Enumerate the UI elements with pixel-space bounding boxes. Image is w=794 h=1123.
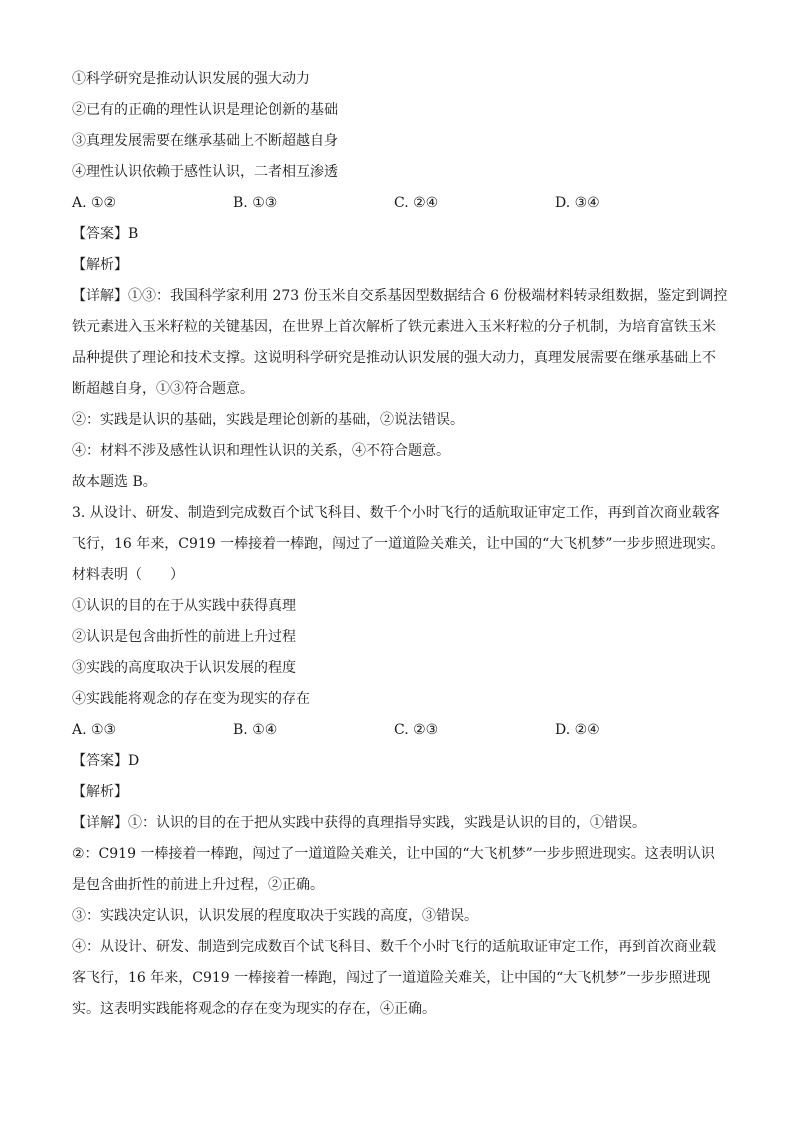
q3-statement-4: ④实践能将观念的存在变为现实的存在 [72, 691, 310, 707]
q2-options [72, 188, 732, 219]
q2-statement-2: ②已有的正确的理性认识是理论创新的基础 [72, 102, 338, 118]
q3-stem-line: 3. 从设计、研发、制造到完成数百个试飞科目、数千个小时飞行的适航取证审定工作，再到首次商业载客 [72, 505, 720, 521]
q3-stem-line: 材料表明（ ） [72, 567, 184, 583]
q3-detail-line: ④：从设计、研发、制造到完成数百个试飞科目、数千个小时飞行的适航取证审定工作，再到首次商业载 [72, 939, 716, 955]
q3-option-b: B. ①④ [233, 722, 278, 738]
q2-detail-line: 【详解】①③：我国科学家利用 273 份玉米自交系基因型数据结合 6 份极端材料转录组数据，鉴定到调控 [72, 288, 728, 304]
q3-detail-line: 实。这表明实践能将观念的存在变为现实的存在，④正确。 [72, 1001, 436, 1017]
q3-option-c: C. ②③ [394, 722, 439, 738]
q3-detail-line: 【详解】①：认识的目的在于把从实践中获得的真理指导实践，实践是认识的目的，①错误。 [72, 815, 646, 831]
q2-option-a: A. ①② [72, 195, 117, 211]
q3-statements [72, 591, 732, 715]
q3-detail-line: 是包含曲折性的前进上升过程，②正确。 [72, 877, 324, 893]
q2-detail-line: 故本题选 B。 [72, 474, 157, 490]
q3-option-d: D. ②④ [555, 722, 600, 738]
q2-detail [72, 281, 732, 498]
q2-detail-line: ④：材料不涉及感性认识和理性认识的关系，④不符合题意。 [72, 443, 450, 459]
q2-detail-line: 铁元素进入玉米籽粒的关键基因，在世界上首次解析了铁元素进入玉米籽粒的分子机制，为培育富铁玉米 [72, 319, 716, 335]
q2-option-c: C. ②④ [394, 195, 439, 211]
q2-detail-line: 品种提供了理论和技术支撑。这说明科学研究是推动认识发展的强大动力，真理发展需要在继承基础上不 [72, 350, 716, 366]
q3-detail-line: 客飞行，16 年来，C919 一棒接着一棒跑，闯过了一道道险关难关，让中国的“大飞机梦”一步步照进现 [72, 970, 711, 986]
q2-analysis-label: 【解析】 [72, 257, 128, 273]
q3-options [72, 715, 732, 746]
q3-stem-line: 飞行，16 年来，C919 一棒接着一棒跑，闯过了一道道险关难关，让中国的“大飞机梦”一步步照进现实。 [72, 536, 725, 552]
q3-detail-line: ③：实践决定认识，认识发展的程度取决于实践的高度，③错误。 [72, 908, 478, 924]
q2-statements [72, 64, 732, 188]
q3-analysis-label: 【解析】 [72, 784, 128, 800]
q2-option-b: B. ①③ [233, 195, 278, 211]
q2-option-d: D. ③④ [555, 195, 600, 211]
page-content [72, 64, 732, 1025]
q3-option-a: A. ①③ [72, 722, 117, 738]
q3-detail-line: ②：C919 一棒接着一棒跑，闯过了一道道险关难关，让中国的“大飞机梦”一步步照进现实。这表明认识 [72, 846, 715, 862]
q3-statement-3: ③实践的高度取决于认识发展的程度 [72, 660, 296, 676]
q2-detail-line: 断超越自身，①③符合题意。 [72, 381, 254, 397]
q3-detail [72, 808, 732, 1025]
q3-statement-2: ②认识是包含曲折性的前进上升过程 [72, 629, 296, 645]
q2-detail-line: ②：实践是认识的基础，实践是理论创新的基础，②说法错误。 [72, 412, 464, 428]
q2-statement-4: ④理性认识依赖于感性认识，二者相互渗透 [72, 164, 338, 180]
q2-answer: 【答案】B [72, 226, 139, 242]
q2-statement-3: ③真理发展需要在继承基础上不断超越自身 [72, 133, 338, 149]
q3-stem [72, 498, 732, 591]
q3-answer: 【答案】D [72, 753, 140, 769]
q2-statement-1: ①科学研究是推动认识发展的强大动力 [72, 71, 310, 87]
q3-statement-1: ①认识的目的在于从实践中获得真理 [72, 598, 296, 614]
